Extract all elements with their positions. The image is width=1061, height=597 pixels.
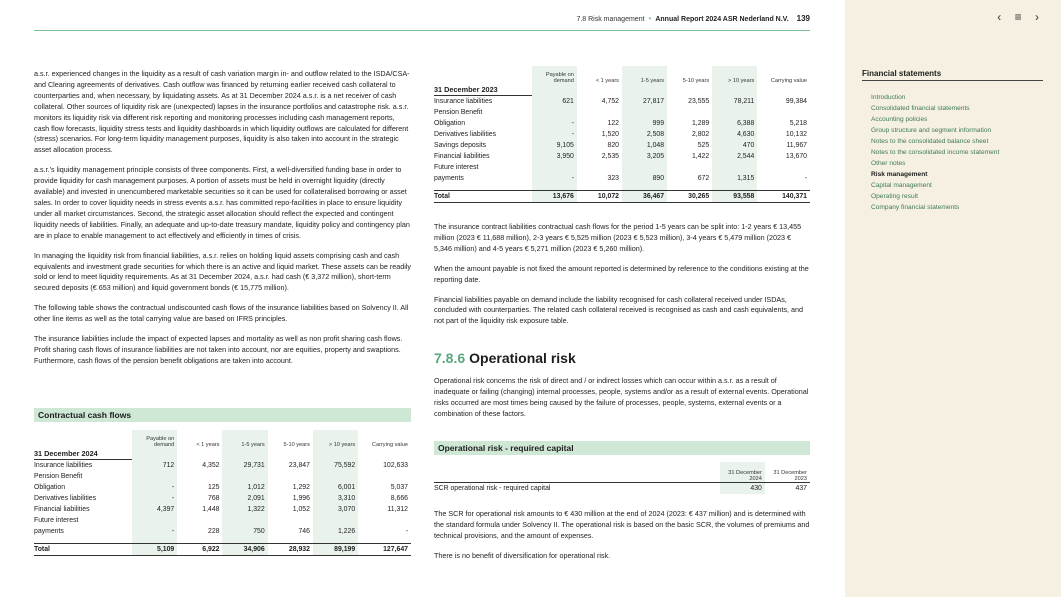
- row-label: Derivatives liabilities: [434, 131, 497, 138]
- table-cell: [268, 448, 313, 460]
- table-cell: [313, 515, 358, 526]
- table-row: [434, 173, 810, 184]
- total-row: [434, 191, 810, 203]
- table-cell: 746: [298, 528, 310, 535]
- table-cell: [132, 515, 177, 526]
- table-cell: [358, 448, 411, 460]
- header-row: [34, 430, 411, 448]
- table-cell: 3,070: [313, 504, 358, 515]
- table-cell: 1,226: [313, 526, 358, 537]
- table-cell: 4,630: [712, 129, 757, 140]
- table-cell: 621: [532, 96, 577, 108]
- row-label: SCR operational risk - required capital: [434, 483, 720, 495]
- toc-item[interactable]: Company financial statements: [871, 204, 960, 211]
- toc-item[interactable]: Notes to the consolidated income statement: [871, 149, 1000, 156]
- paragraph: a.s.r. experienced changes in the liquidity as a result of cash variation margin in- and outflow related to the ISDA/CSA- and Clearing agreements of derivatives. Cash outflow was financed by returning earlier received cash collateral to counterparties and, when necessary, by liquidating assets. As at 31 December 2024 a.s.r. is a net receiver of cash collateral. Other sources of liquidity risk are (unexpected) lapses in the insurance portfolios and catastrophe risk. a.s.r. monitors its liquidity risk via different risk reporting and monitoring processes including cash management reports, cash flow forecasts, liquidity stress tests and liquidity dashboards in which liquidity outflows are calculated for different (stress) scenarios. For long-term liquidity management purposes, liquidity is also taken into account in the strategic asset allocation process.: [34, 69, 410, 155]
- table-cell: 4,352: [202, 461, 220, 469]
- table-cell: [132, 471, 177, 482]
- left-column: [34, 69, 411, 376]
- toc-item[interactable]: Operating result: [871, 193, 918, 200]
- table-cell: [667, 84, 712, 96]
- table-cell: 525: [697, 142, 710, 149]
- header-cell: [34, 430, 132, 448]
- table-row: [34, 504, 411, 515]
- table-cell: [532, 107, 577, 118]
- section-label: 7.8 Risk management: [576, 16, 645, 23]
- table-cell: [268, 515, 313, 526]
- column-header: 1-5 years: [222, 430, 267, 448]
- table-row: [34, 482, 411, 493]
- toc-item[interactable]: Group structure and segment information: [871, 127, 992, 134]
- table-cell: [532, 162, 577, 173]
- toc-list: [871, 92, 999, 213]
- total-cell: 6,922: [177, 544, 222, 556]
- table-cell: 11,967: [786, 142, 807, 149]
- table-row: [434, 140, 810, 151]
- operational-risk-capital-table: [434, 462, 810, 494]
- table-cell: 11,312: [387, 506, 408, 513]
- table-cell: [222, 515, 267, 526]
- table-cell: 3,310: [313, 493, 358, 504]
- table-cell: 23,847: [288, 461, 310, 469]
- table-cell: 437: [765, 483, 810, 495]
- table-cell: 999: [622, 118, 667, 129]
- table-cell: 1,448: [202, 506, 220, 513]
- table-cell: [712, 107, 757, 118]
- table-cell: 13,670: [785, 153, 807, 160]
- paragraph: There is no benefit of diversification for operational risk.: [434, 550, 611, 560]
- table-cell: 470: [712, 140, 757, 151]
- chevron-right-icon[interactable]: ›: [1035, 10, 1039, 24]
- table-cell: [712, 162, 757, 173]
- total-cell: 89,199: [313, 544, 358, 556]
- year-row: [434, 84, 810, 96]
- toc-item[interactable]: Introduction: [871, 94, 906, 101]
- table-cell: 78,211: [712, 96, 757, 108]
- table-cell: 1,048: [622, 140, 667, 151]
- paragraph: The insurance liabilities include the impact of expected lapses and mortality as well as non profit sharing cash flows. Profit sharing cash flows of insurance liabilities are not taken into account, nor are equities, property and swaptions. Furthermore, cash flows of the pension benefit obligations are taken into account.: [34, 334, 403, 365]
- table-cell: -: [132, 526, 177, 537]
- table-cell: 2,091: [222, 493, 267, 504]
- paragraph: Financial liabilities payable on demand include the liability recognised for cash collateral received under ISDAs, concluded with counterparties. The related cash collateral received is recognised as cash and cash equivalents, and not part of the liquidity risk exposure table.: [434, 294, 804, 326]
- table-cell: 6,001: [313, 482, 358, 493]
- table-cell: 99,384: [785, 97, 807, 105]
- column-header: > 10 years: [313, 430, 358, 448]
- column-header: Payable on demand: [532, 66, 577, 84]
- table-cell: [757, 107, 810, 118]
- table-cell: 430: [720, 483, 765, 495]
- separator-dot: •: [648, 14, 652, 23]
- toc-item[interactable]: Consolidated financial statements: [871, 105, 970, 112]
- row-label: Obligation: [34, 484, 66, 491]
- section-title: Operational risk: [469, 350, 576, 366]
- total-cell: 5,109: [132, 544, 177, 556]
- table-cell: 6,388: [712, 118, 757, 129]
- total-label: Total: [34, 544, 132, 556]
- table-cell: 750: [222, 526, 267, 537]
- table-row: [434, 151, 810, 162]
- table-cell: -: [532, 118, 577, 129]
- row-label: Financial liabilities: [434, 153, 490, 160]
- table-cell: [577, 84, 622, 96]
- table-cell: 2,802: [691, 131, 710, 138]
- table-cell: 27,817: [622, 96, 667, 108]
- table-cell: -: [532, 173, 577, 184]
- year-label: 31 December 2023: [434, 84, 532, 96]
- closing-text: [434, 509, 810, 571]
- row-label: Pension Benefit: [434, 109, 483, 116]
- paragraph: a.s.r.'s liquidity management principle consists of three components. First, a well-diversified funding base in order to provide liquidity for cash management purposes. A portion of assets must be held in overnight liquidity (directly available) and invested in unencumbered marketable securities so it can be used for collateralised borrowing or asset sales. In order to cover liquidity needs in stress events a.s.r. has committed repo-facilities in place to ensure liquidity under all market circumstances. Second, the strategic asset allocation should reflect the expected and contingent liquidity needs of liabilities. Finally, an adequate and up-to-date treasury mandate, liquidity policy and contingency plan are in place to enable management to act effectively and efficiently in times of crisis.: [34, 165, 410, 240]
- paragraph: The following table shows the contractual undiscounted cash flows of the insurance liabilities based on Solvency II. All other line items as well as the total carrying value are based on IFRS principles.: [34, 303, 409, 324]
- table-cell: -: [405, 528, 408, 535]
- table-cell: [177, 471, 222, 482]
- table-cell: [358, 515, 411, 526]
- table-cell: 75,592: [313, 460, 358, 472]
- table-row: [434, 96, 810, 108]
- toc-title[interactable]: Financial statements: [862, 69, 1043, 81]
- table-cell: 5,037: [390, 484, 408, 491]
- section-number: 7.8.6: [434, 350, 466, 366]
- table-cell: 1,292: [292, 484, 310, 491]
- year-row: [34, 448, 411, 460]
- row-label: payments: [434, 175, 464, 182]
- total-row: [34, 544, 411, 556]
- row-label: Obligation: [434, 120, 466, 127]
- section-heading: [434, 350, 576, 366]
- table-cell: [577, 162, 622, 173]
- table-cell: 4,752: [601, 97, 619, 105]
- table-cell: [757, 84, 810, 96]
- report-title: Annual Report 2024 ASR Nederland N.V.: [655, 16, 789, 23]
- table-cell: 122: [607, 120, 619, 127]
- column-header: Carrying value: [770, 78, 807, 84]
- column-header: 31 December 2023: [773, 470, 807, 482]
- page-number: 139: [796, 14, 810, 23]
- table-cell: 2,544: [712, 151, 757, 162]
- table-cell: [132, 448, 177, 460]
- total-cell: 30,265: [667, 191, 712, 203]
- table-cell: 1,422: [691, 153, 710, 160]
- table-cell: [177, 515, 222, 526]
- table-cell: [622, 162, 667, 173]
- table-cell: [268, 471, 313, 482]
- toc-item[interactable]: Other notes: [871, 160, 906, 167]
- total-label: Total: [434, 191, 532, 203]
- table-cell: 9,105: [532, 140, 577, 151]
- table-cell: 4,397: [132, 504, 177, 515]
- table-cell: -: [804, 175, 807, 182]
- column-header: Payable on demand: [132, 430, 177, 448]
- table-cell: 1,012: [222, 482, 267, 493]
- header-cell: [434, 462, 720, 483]
- table-row: [434, 483, 810, 495]
- table-row: [434, 118, 810, 129]
- table-cell: [222, 448, 267, 460]
- table-cell: 672: [697, 175, 710, 182]
- table-row: [34, 471, 411, 482]
- column-header: 5-10 years: [682, 78, 710, 84]
- table-title-bar: Contractual cash flows: [34, 408, 411, 422]
- table-cell: 712: [132, 460, 177, 472]
- column-header: Carrying value: [371, 442, 408, 448]
- column-header: < 1 years: [196, 442, 220, 448]
- table-cell: 5,218: [789, 120, 807, 127]
- column-header: < 1 years: [595, 78, 619, 84]
- table-row: [34, 515, 411, 526]
- operational-risk-text: [434, 376, 810, 429]
- table-cell: 890: [622, 173, 667, 184]
- table-cell: [358, 471, 411, 482]
- row-label: Financial liabilities: [34, 506, 90, 513]
- total-cell: 10,072: [577, 191, 622, 203]
- table-row: [434, 107, 810, 118]
- table-cell: [667, 107, 712, 118]
- table-cell: 323: [607, 175, 619, 182]
- contractual-cash-flows-2023-table: [434, 66, 810, 203]
- table-cell: 768: [207, 495, 220, 502]
- toc-item[interactable]: Accounting policies: [871, 116, 928, 123]
- nav-controls: [987, 10, 1039, 24]
- row-label: Future interest: [434, 164, 479, 171]
- chevron-left-icon[interactable]: ‹: [997, 10, 1002, 24]
- table-cell: 1,996: [292, 495, 310, 502]
- menu-icon[interactable]: ≡: [1014, 10, 1022, 24]
- column-header: 1-5 years: [622, 66, 667, 84]
- table-cell: [532, 84, 577, 96]
- header-row: [434, 66, 810, 84]
- table-cell: [313, 448, 358, 460]
- toc-item[interactable]: Risk management: [871, 171, 928, 178]
- paragraph: The SCR for operational risk amounts to € 430 million at the end of 2024 (2023: € 437 million) and is determined with the standard formula under Solvency II. The operational risk is based on the basic SCR, the volumes of premiums and technical provisions, and the amount of expenses.: [434, 509, 810, 540]
- row-label: Insurance liabilities: [34, 462, 93, 469]
- contractual-cash-flows-2024-table: [34, 430, 411, 556]
- table-cell: [622, 84, 667, 96]
- paragraph: Operational risk concerns the risk of direct and / or indirect losses which can occur within a.s.r. as a result of inadequate or failing (changing) internal processes, people, systems and/or as a result of external events. Operational risks occurred are most times being caused by the failure of processes, people, systems, external events or a combination of these factors.: [434, 376, 809, 418]
- table-cell: 228: [207, 528, 220, 535]
- row-label: Insurance liabilities: [434, 98, 493, 105]
- table-cell: [622, 107, 667, 118]
- total-cell: 36,467: [622, 191, 667, 203]
- table-cell: 10,132: [785, 131, 807, 138]
- table-cell: 1,052: [292, 506, 310, 513]
- column-header: > 10 years: [712, 66, 757, 84]
- table-cell: 3,205: [622, 151, 667, 162]
- table-cell: 1,520: [601, 131, 619, 138]
- paragraph: When the amount payable is not fixed the amount reported is determined by reference to the conditions existing at the reporting date.: [434, 263, 809, 284]
- table-cell: 1,322: [222, 504, 267, 515]
- table-cell: 1,315: [712, 173, 757, 184]
- toc-item[interactable]: Notes to the consolidated balance sheet: [871, 138, 989, 145]
- total-cell: 13,676: [532, 191, 577, 203]
- table-cell: 125: [207, 484, 220, 491]
- row-label: Derivatives liabilities: [34, 495, 97, 502]
- column-header: 5-10 years: [283, 442, 310, 448]
- table-cell: -: [132, 493, 177, 504]
- table-cell: [667, 162, 712, 173]
- table-row: [34, 493, 411, 504]
- table-cell: [757, 162, 810, 173]
- toc-item[interactable]: Capital management: [871, 182, 932, 189]
- table-cell: [577, 107, 622, 118]
- table-row: [434, 129, 810, 140]
- table-cell: 23,555: [688, 97, 710, 105]
- table-cell: -: [532, 129, 577, 140]
- table-cell: 2,535: [601, 153, 619, 160]
- total-cell: 140,371: [757, 191, 810, 203]
- row-label: payments: [34, 528, 64, 535]
- total-cell: 28,932: [268, 544, 313, 556]
- sidebar: [845, 0, 1061, 597]
- table-cell: 29,731: [222, 460, 267, 472]
- table-cell: 102,633: [383, 461, 408, 469]
- total-cell: 93,558: [712, 191, 757, 203]
- table-row: [34, 460, 411, 472]
- table-cell: [177, 448, 222, 460]
- table-cell: 1,289: [691, 120, 710, 127]
- paragraph: In managing the liquidity risk from financial liabilities, a.s.r. relies on holding liquid assets comprising cash and cash equivalents and investment grade securities for which there is an active and liquid market. These assets can be readily sold or lend to meet liquidity requirements. As at 31 December 2024, a.s.r. had cash (€ 3,372 million), short-term secured deposits (€ 653 million) and liquid government bonds (€ 15,775 million).: [34, 250, 412, 293]
- table-cell: 8,666: [390, 495, 408, 502]
- table-cell: 2,508: [622, 129, 667, 140]
- table-cell: 3,950: [532, 151, 577, 162]
- header-cell: [434, 66, 532, 84]
- table-row: [434, 162, 810, 173]
- capital-table-title-bar: Operational risk - required capital: [434, 441, 810, 455]
- year-label: 31 December 2024: [34, 448, 132, 460]
- total-cell: 127,647: [358, 544, 411, 556]
- table-cell: [222, 471, 267, 482]
- row-label: Pension Benefit: [34, 473, 83, 480]
- column-header: 31 December 2024: [720, 462, 765, 483]
- paragraph: The insurance contract liabilities contractual cash flows for the period 1-5 years can be split into: 1-2 years € 13,455 million (2023 € 11,688 million), 2-3 years € 5,525 million (2023 € 5,523 million), 3-4 years € 5,479 million (2023 € 5,346 million) and 4-5 years € 5,271 million (2023 € 5,260 million).: [434, 222, 802, 253]
- table-cell: -: [132, 482, 177, 493]
- right-column-text: [434, 222, 810, 336]
- page-header: [34, 10, 810, 31]
- table-cell: [712, 84, 757, 96]
- table-cell: 820: [607, 142, 619, 149]
- header-row: [434, 462, 810, 483]
- table-row: [34, 526, 411, 537]
- row-label: Savings deposits: [434, 142, 487, 149]
- row-label: Future interest: [34, 517, 79, 524]
- total-cell: 34,906: [222, 544, 267, 556]
- table-cell: [313, 471, 358, 482]
